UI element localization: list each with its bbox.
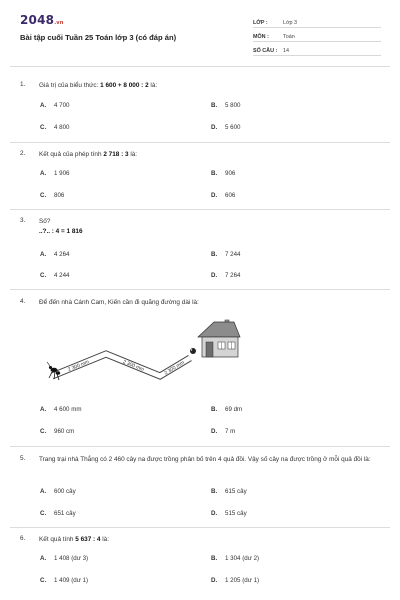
option-c[interactable]: C. 651 cây — [40, 510, 76, 517]
question-number: 2. — [20, 150, 26, 157]
question-number: 1. — [20, 81, 26, 88]
question-text: Để đến nhà Cánh Cam, Kiến cần đi quãng đường dài là: — [39, 299, 199, 306]
question-number: 6. — [20, 535, 26, 542]
question-text: Số? ..?.. : 4 = 1 816 — [39, 218, 83, 235]
option-c[interactable]: C. 806 — [40, 192, 65, 199]
option-a[interactable]: A. 1 408 (dư 3) — [40, 555, 89, 562]
question-divider — [10, 209, 390, 210]
segment-label-2: 2 300 mm — [121, 359, 145, 374]
option-d[interactable]: D. 606 — [211, 192, 236, 199]
logo-suffix: .vn — [54, 20, 64, 26]
house-icon — [198, 320, 240, 357]
option-a[interactable]: A. 1 906 — [40, 170, 70, 177]
meta-row-class — [253, 14, 381, 28]
meta-key: LỚP : — [253, 20, 268, 26]
option-b[interactable]: B. 7 244 — [211, 251, 241, 258]
option-c[interactable]: C. 1 409 (dư 1) — [40, 577, 89, 584]
site-logo[interactable] — [20, 13, 64, 27]
question-number: 3. — [20, 217, 26, 224]
segment-label-1: 2 300 mm — [67, 359, 91, 374]
meta-value: 14 — [283, 48, 289, 54]
ladybug-icon — [190, 348, 196, 354]
option-b[interactable]: B. 615 cây — [211, 488, 247, 495]
logo-text: 2048 — [20, 13, 55, 27]
option-d[interactable]: D. 7 m — [211, 428, 236, 435]
option-b[interactable]: B. 906 — [211, 170, 236, 177]
question-text: Kết quả của phép tính 2 718 : 3 là: — [39, 151, 138, 158]
meta-key: MÔN : — [253, 34, 269, 40]
option-a[interactable]: A. 4 264 — [40, 251, 70, 258]
segment-label-3: 2 300 mm — [163, 359, 186, 377]
option-a[interactable]: A. 600 cây — [40, 488, 76, 495]
option-b[interactable]: B. 5 800 — [211, 102, 241, 109]
option-c[interactable]: C. 960 cm — [40, 428, 75, 435]
option-c[interactable]: C. 4 800 — [40, 124, 70, 131]
option-d[interactable]: D. 5 600 — [211, 124, 241, 131]
meta-value: Lớp 3 — [283, 20, 298, 26]
question-text: Giá trị của biểu thức: 1 600 + 8 000 : 2 là: — [39, 82, 158, 89]
option-d[interactable]: D. 1 205 (dư 1) — [211, 577, 260, 584]
header-divider — [10, 66, 390, 67]
question-divider — [10, 527, 390, 528]
question-number: 4. — [20, 298, 26, 305]
worksheet-title: Bài tập cuối Tuần 25 Toán lớp 3 (có đáp án) — [20, 33, 177, 42]
question-text: Trang trại nhà Thắng có 2 460 cây na được trồng phân bố trên 4 quả đồi. Vậy số cây na được trồng ở mỗi quả đồi là: — [39, 456, 371, 463]
option-b[interactable]: B. 69 dm — [211, 406, 243, 413]
option-c[interactable]: C. 4 244 — [40, 272, 70, 279]
meta-row-count — [253, 42, 381, 56]
question-divider — [10, 289, 390, 290]
meta-key: SỐ CÂU : — [253, 48, 278, 54]
meta-value: Toán — [283, 34, 295, 40]
option-d[interactable]: D. 515 cây — [211, 510, 247, 517]
question-number: 5. — [20, 455, 26, 462]
option-a[interactable]: A. 4 600 mm — [40, 406, 82, 413]
question-divider — [10, 446, 390, 447]
question-divider — [10, 142, 390, 143]
worksheet-meta — [253, 14, 381, 56]
path-illustration — [42, 318, 248, 392]
option-a[interactable]: A. 4 700 — [40, 102, 70, 109]
option-b[interactable]: B. 1 304 (dư 2) — [211, 555, 260, 562]
meta-row-subject — [253, 28, 381, 42]
question-text: Kết quả tính 5 637 : 4 là: — [39, 536, 110, 543]
option-d[interactable]: D. 7 264 — [211, 272, 241, 279]
